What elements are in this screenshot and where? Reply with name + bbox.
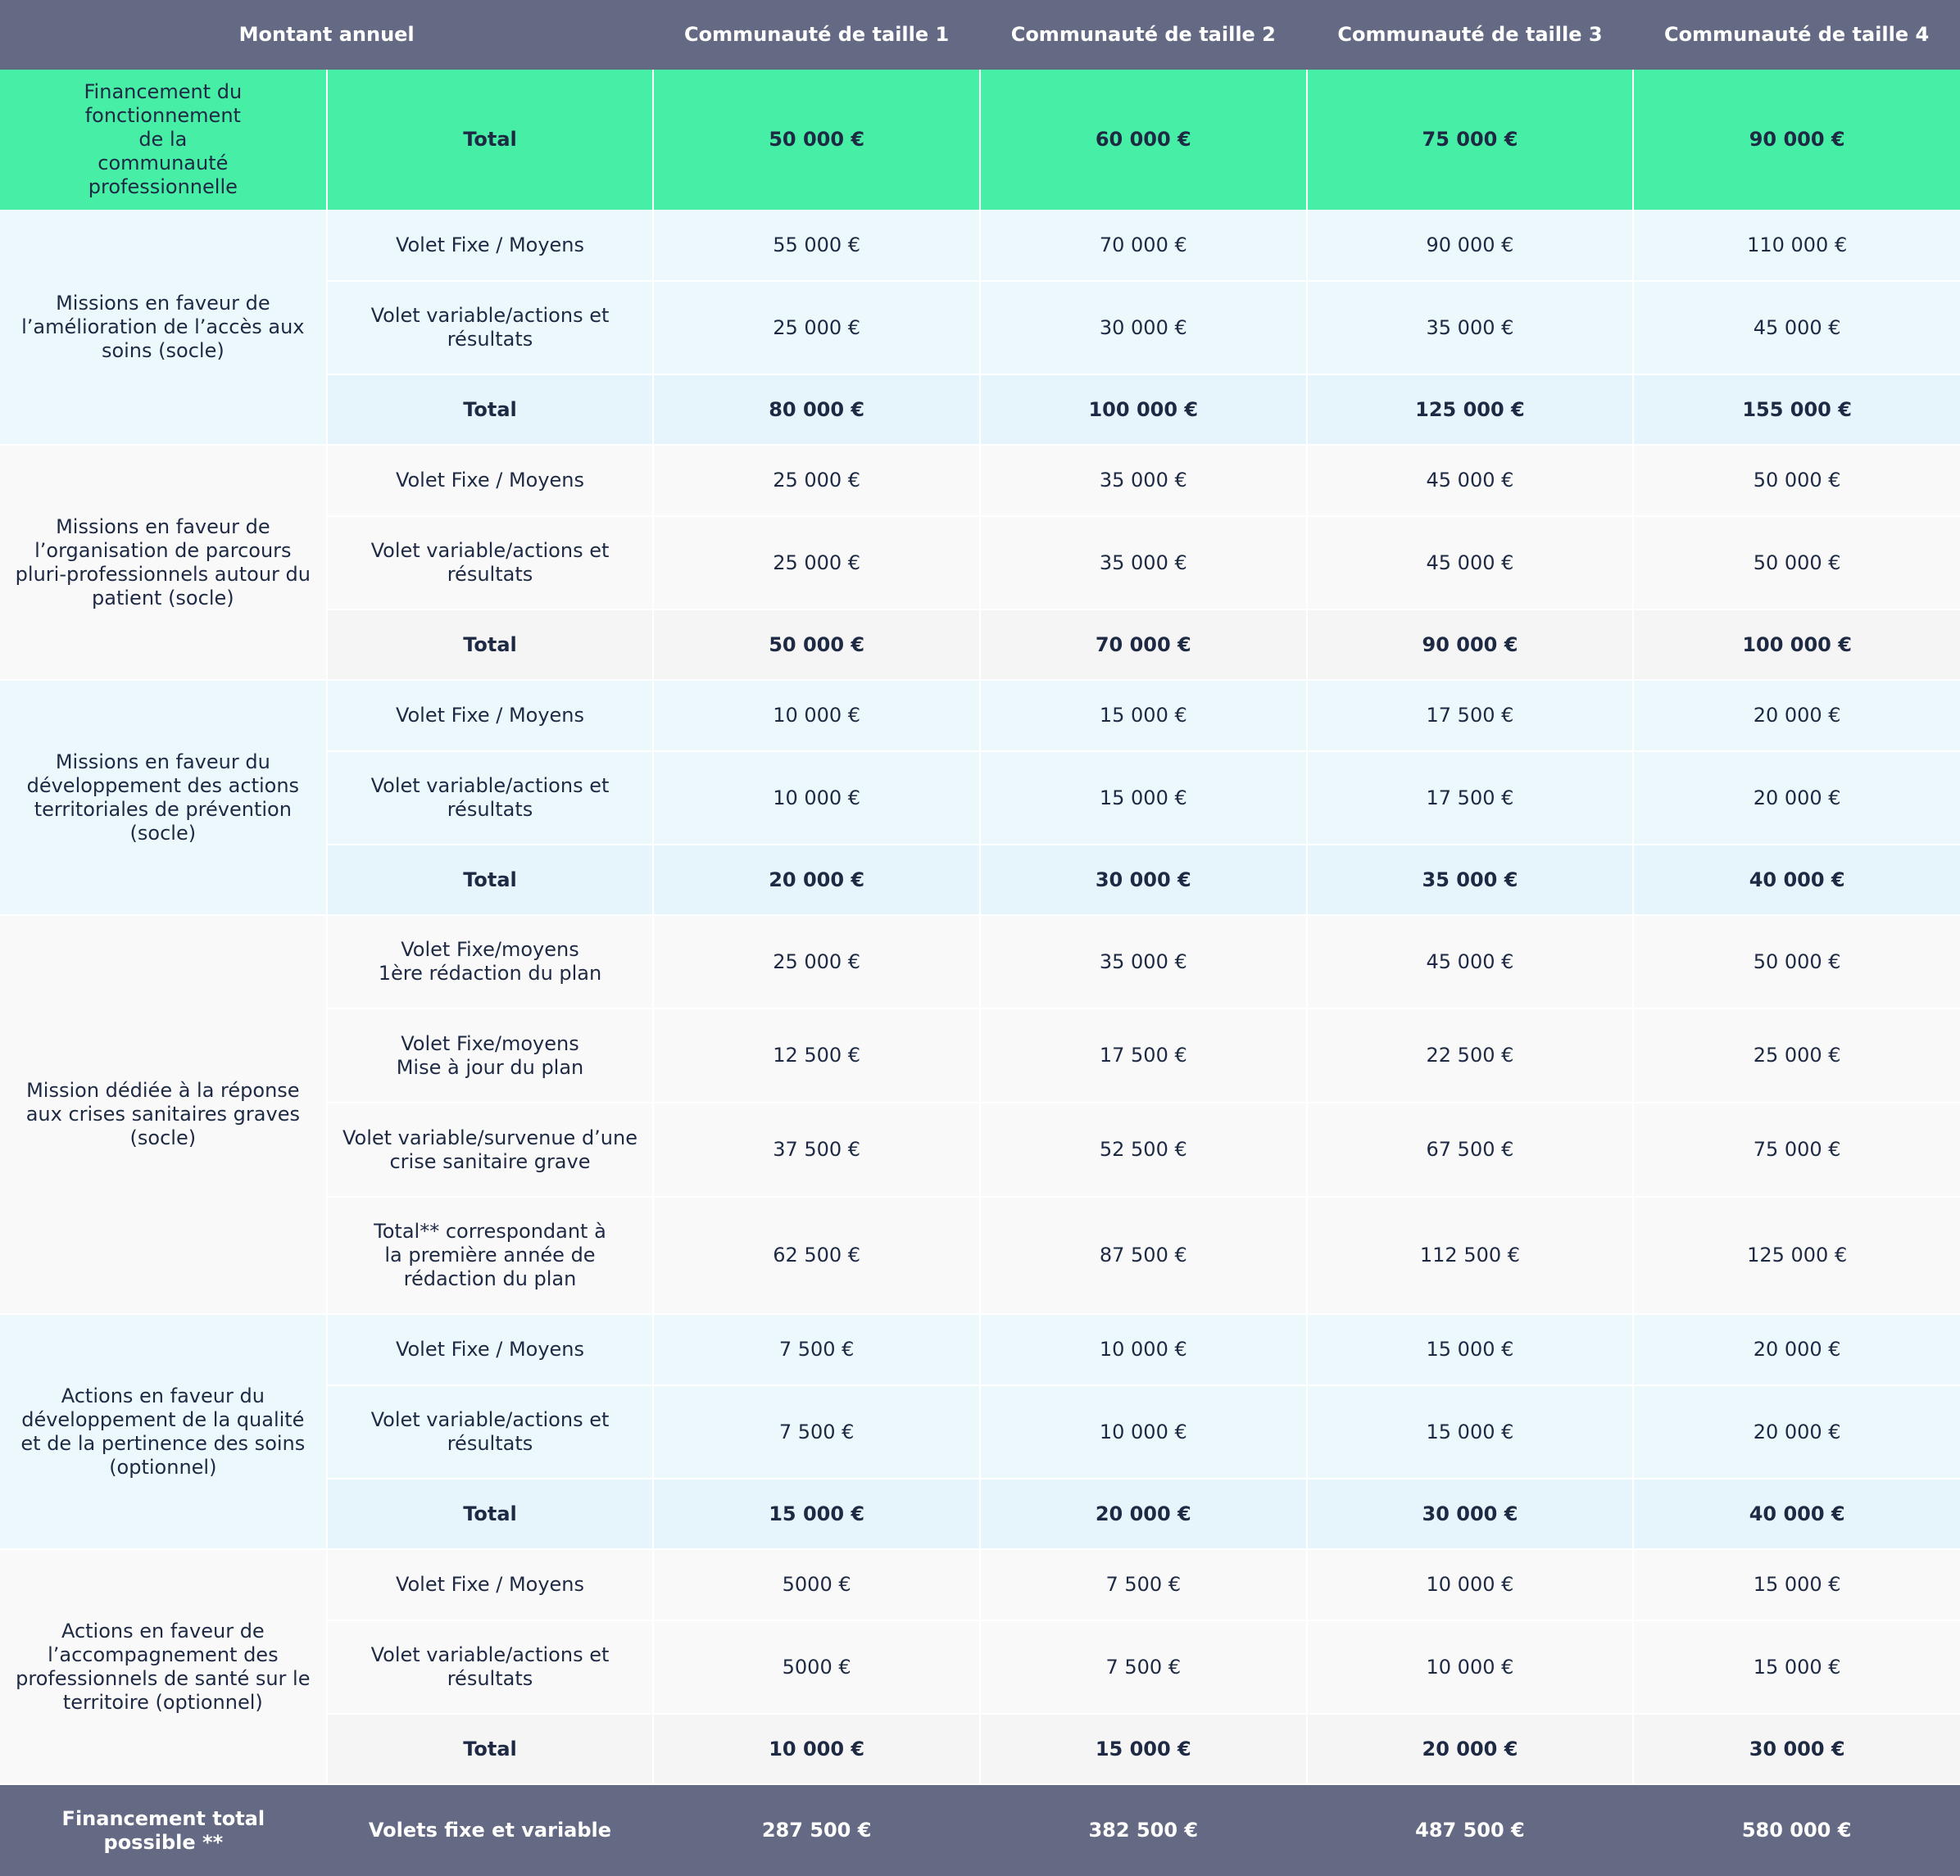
- cell-value: 155 000 €: [1633, 374, 1960, 445]
- funding-value: 90 000 €: [1633, 70, 1960, 210]
- table-row: [0, 210, 1960, 281]
- header-size-4: Communauté de taille 4: [1633, 0, 1960, 70]
- cell-value: 35 000 €: [980, 915, 1307, 1008]
- header-size-2: Communauté de taille 2: [980, 0, 1307, 70]
- funding-value: 60 000 €: [980, 70, 1307, 210]
- funding-row: [0, 70, 1960, 210]
- cell-value: 20 000 €: [653, 845, 980, 915]
- cell-value: 10 000 €: [1307, 1620, 1634, 1714]
- row-sub: Volet Fixe / Moyens: [327, 680, 654, 751]
- cell-value: 125 000 €: [1633, 1197, 1960, 1314]
- header-size-3: Communauté de taille 3: [1307, 0, 1634, 70]
- cell-value: 17 500 €: [1307, 751, 1634, 845]
- row-sub: Total** correspondant à la première année de rédaction du plan: [327, 1197, 654, 1314]
- cell-value: 75 000 €: [1633, 1103, 1960, 1197]
- cell-value: 30 000 €: [980, 281, 1307, 374]
- section-prevention: [0, 680, 1960, 915]
- cell-value: 5000 €: [653, 1620, 980, 1714]
- cell-value: 7 500 €: [653, 1385, 980, 1479]
- section-access: [0, 210, 1960, 445]
- cell-value: 125 000 €: [1307, 374, 1634, 445]
- cell-value: 52 500 €: [980, 1103, 1307, 1197]
- cell-value: 50 000 €: [1633, 915, 1960, 1008]
- cell-value: 12 500 €: [653, 1008, 980, 1103]
- row-sub: Volet Fixe / Moyens: [327, 445, 654, 516]
- cell-value: 100 000 €: [980, 374, 1307, 445]
- row-sub: Total: [327, 1479, 654, 1549]
- cell-value: 70 000 €: [980, 609, 1307, 680]
- cell-value: 20 000 €: [1307, 1714, 1634, 1784]
- cell-value: 25 000 €: [653, 516, 980, 609]
- cell-value: 15 000 €: [1307, 1385, 1634, 1479]
- row-sub: Volet variable/survenue d’une crise sanitaire grave: [327, 1103, 654, 1197]
- cell-value: 35 000 €: [1307, 281, 1634, 374]
- cell-value: 30 000 €: [1633, 1714, 1960, 1784]
- funding-value: 50 000 €: [653, 70, 980, 210]
- cell-value: 40 000 €: [1633, 845, 1960, 915]
- footer-value: 287 500 €: [653, 1784, 980, 1876]
- section-label: Missions en faveur de l’organisation de parcours pluri-professionnels autour du patient (socle): [0, 445, 327, 680]
- row-sub: Volet variable/actions et résultats: [327, 516, 654, 609]
- footer-value: 487 500 €: [1307, 1784, 1634, 1876]
- cell-value: 7 500 €: [980, 1549, 1307, 1620]
- cell-value: 100 000 €: [1633, 609, 1960, 680]
- cell-value: 15 000 €: [980, 1714, 1307, 1784]
- cell-value: 87 500 €: [980, 1197, 1307, 1314]
- cell-value: 37 500 €: [653, 1103, 980, 1197]
- cell-value: 20 000 €: [1633, 1314, 1960, 1385]
- cell-value: 40 000 €: [1633, 1479, 1960, 1549]
- section-label: Mission dédiée à la réponse aux crises sanitaires graves (socle): [0, 915, 327, 1314]
- cell-value: 30 000 €: [980, 845, 1307, 915]
- row-sub: Volet variable/actions et résultats: [327, 1385, 654, 1479]
- cell-value: 15 000 €: [980, 680, 1307, 751]
- cell-value: 25 000 €: [653, 915, 980, 1008]
- cell-value: 110 000 €: [1633, 210, 1960, 281]
- footer-sub: Volets fixe et variable: [327, 1784, 654, 1876]
- section-quality: [0, 1314, 1960, 1549]
- footer-label: Financement total possible **: [0, 1784, 327, 1876]
- cell-value: 10 000 €: [653, 751, 980, 845]
- cell-value: 70 000 €: [980, 210, 1307, 281]
- cell-value: 25 000 €: [653, 281, 980, 374]
- cell-value: 80 000 €: [653, 374, 980, 445]
- row-sub: Total: [327, 374, 654, 445]
- funding-value: 75 000 €: [1307, 70, 1634, 210]
- row-sub: Total: [327, 609, 654, 680]
- row-sub: Volet variable/actions et résultats: [327, 281, 654, 374]
- cell-value: 90 000 €: [1307, 609, 1634, 680]
- footer-row: [0, 1784, 1960, 1876]
- cell-value: 7 500 €: [980, 1620, 1307, 1714]
- cell-value: 67 500 €: [1307, 1103, 1634, 1197]
- cell-value: 10 000 €: [653, 1714, 980, 1784]
- cell-value: 25 000 €: [1633, 1008, 1960, 1103]
- cell-value: 15 000 €: [980, 751, 1307, 845]
- cell-value: 35 000 €: [980, 445, 1307, 516]
- cell-value: 45 000 €: [1307, 445, 1634, 516]
- cell-value: 45 000 €: [1307, 516, 1634, 609]
- cell-value: 22 500 €: [1307, 1008, 1634, 1103]
- section-crisis: [0, 915, 1960, 1314]
- table-row: [0, 1314, 1960, 1385]
- cell-value: 90 000 €: [1307, 210, 1634, 281]
- table-row: [0, 915, 1960, 1008]
- cell-value: 45 000 €: [1307, 915, 1634, 1008]
- footer-value: 580 000 €: [1633, 1784, 1960, 1876]
- cell-value: 112 500 €: [1307, 1197, 1634, 1314]
- section-label: Missions en faveur du développement des actions territoriales de prévention (socle): [0, 680, 327, 915]
- cell-value: 50 000 €: [653, 609, 980, 680]
- cell-value: 5000 €: [653, 1549, 980, 1620]
- cell-value: 10 000 €: [980, 1385, 1307, 1479]
- section-pathways: [0, 445, 1960, 680]
- row-sub: Total: [327, 1714, 654, 1784]
- cell-value: 20 000 €: [1633, 1385, 1960, 1479]
- cell-value: 30 000 €: [1307, 1479, 1634, 1549]
- table-row: [0, 680, 1960, 751]
- cell-value: 10 000 €: [980, 1314, 1307, 1385]
- row-sub: Volet Fixe/moyens Mise à jour du plan: [327, 1008, 654, 1103]
- cell-value: 25 000 €: [653, 445, 980, 516]
- cell-value: 35 000 €: [980, 516, 1307, 609]
- row-sub: Volet Fixe / Moyens: [327, 1314, 654, 1385]
- row-sub: Volet Fixe / Moyens: [327, 1549, 654, 1620]
- header-size-1: Communauté de taille 1: [653, 0, 980, 70]
- cell-value: 10 000 €: [1307, 1549, 1634, 1620]
- cell-value: 35 000 €: [1307, 845, 1634, 915]
- cell-value: 15 000 €: [1633, 1620, 1960, 1714]
- section-label: Actions en faveur de l’accompagnement des professionnels de santé sur le territoire (optionnel): [0, 1549, 327, 1784]
- cell-value: 50 000 €: [1633, 445, 1960, 516]
- header-annual-amount: Montant annuel: [0, 0, 653, 70]
- cell-value: 10 000 €: [653, 680, 980, 751]
- cell-value: 62 500 €: [653, 1197, 980, 1314]
- cell-value: 17 500 €: [1307, 680, 1634, 751]
- cell-value: 20 000 €: [1633, 680, 1960, 751]
- footer-value: 382 500 €: [980, 1784, 1307, 1876]
- funding-label: Financement du fonctionnement de la communauté professionnelle: [0, 70, 327, 210]
- cell-value: 15 000 €: [653, 1479, 980, 1549]
- row-sub: Volet Fixe/moyens 1ère rédaction du plan: [327, 915, 654, 1008]
- row-sub: Total: [327, 845, 654, 915]
- cell-value: 20 000 €: [980, 1479, 1307, 1549]
- table-row: [0, 445, 1960, 516]
- header-row: [0, 0, 1960, 70]
- section-label: Actions en faveur du développement de la qualité et de la pertinence des soins (optionnel): [0, 1314, 327, 1549]
- cell-value: 17 500 €: [980, 1008, 1307, 1103]
- cell-value: 45 000 €: [1633, 281, 1960, 374]
- cell-value: 15 000 €: [1307, 1314, 1634, 1385]
- cell-value: 15 000 €: [1633, 1549, 1960, 1620]
- row-sub: Volet variable/actions et résultats: [327, 1620, 654, 1714]
- cell-value: 20 000 €: [1633, 751, 1960, 845]
- cell-value: 55 000 €: [653, 210, 980, 281]
- table-row: [0, 1549, 1960, 1620]
- row-sub: Volet Fixe / Moyens: [327, 210, 654, 281]
- cell-value: 50 000 €: [1633, 516, 1960, 609]
- section-label: Missions en faveur de l’amélioration de l’accès aux soins (socle): [0, 210, 327, 445]
- row-sub: Volet variable/actions et résultats: [327, 751, 654, 845]
- funding-sub: Total: [327, 70, 654, 210]
- section-support: [0, 1549, 1960, 1784]
- cell-value: 7 500 €: [653, 1314, 980, 1385]
